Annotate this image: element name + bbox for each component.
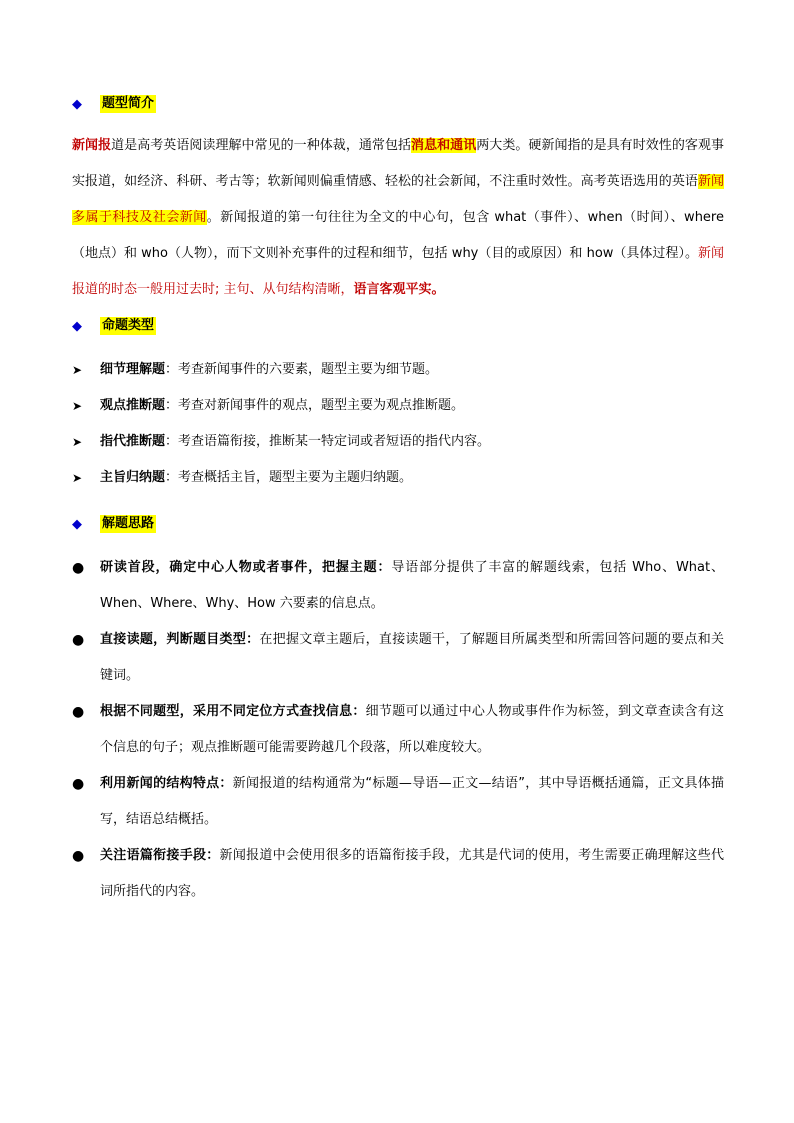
intro-paragraph bbox=[72, 128, 724, 308]
red-text: 语言客观平实。 bbox=[353, 282, 445, 297]
section-heading-types bbox=[72, 314, 724, 338]
item-body bbox=[100, 550, 724, 622]
section-heading-strategy bbox=[72, 512, 724, 536]
dot-bullet-icon: ● bbox=[72, 632, 85, 648]
red-text: 新闻报 bbox=[72, 138, 112, 153]
highlighted-text: 新闻多属于科技及社会新闻 bbox=[72, 174, 724, 225]
strategy-list bbox=[72, 550, 724, 910]
diamond-bullet-icon: ◆ bbox=[72, 318, 82, 334]
section-heading-intro bbox=[72, 92, 724, 116]
item-label: 利用新闻的结构特点： bbox=[100, 776, 233, 791]
item-body bbox=[100, 766, 724, 838]
list-item bbox=[72, 622, 724, 694]
item-text: ：考查概括主旨，题型主要为主题归纳题。 bbox=[165, 470, 413, 485]
paragraph-text: 。新闻报道的第一句往往为全文的中心句，包含 what（事件）、when（时间）、where（地点）和 who（人物），而下文则补充事件的过程和细节，包括 why（目的或原因）和 how（具体过程）。 bbox=[72, 210, 724, 261]
item-body bbox=[100, 838, 724, 910]
item-text: 细节题可以通过中心人物或事件作为标签，到文章查读含有这个信息的句子；观点推断题可能需要跨越几个段落，所以难度较大。 bbox=[100, 704, 724, 755]
item-label: 关注语篇衔接手段： bbox=[100, 848, 220, 863]
section-title: 命题类型 bbox=[102, 318, 155, 333]
list-item bbox=[72, 388, 724, 424]
red-text: 新闻报道的时态一般用过去时; 主句、从句结构清晰， bbox=[72, 246, 724, 297]
item-body bbox=[100, 694, 724, 766]
question-type-list bbox=[72, 352, 724, 496]
item-label: 主旨归纳题 bbox=[100, 470, 166, 485]
list-item bbox=[72, 694, 724, 766]
list-item bbox=[72, 352, 724, 388]
dot-bullet-icon: ● bbox=[72, 560, 85, 576]
list-item bbox=[72, 766, 724, 838]
item-label: 研读首段，确定中心人物或者事件，把握主题： bbox=[100, 560, 392, 575]
item-text: ：考查语篇衔接，推断某一特定词或者短语的指代内容。 bbox=[165, 434, 491, 449]
arrow-bullet-icon: ➤ bbox=[72, 363, 83, 377]
list-item bbox=[72, 460, 724, 496]
section-title: 解题思路 bbox=[102, 516, 155, 531]
paragraph-text: 道是高考英语阅读理解中常见的一种体裁，通常包括 bbox=[111, 138, 412, 153]
item-body bbox=[100, 622, 724, 694]
item-label: 根据不同题型，采用不同定位方式查找信息： bbox=[100, 704, 366, 719]
item-label: 观点推断题 bbox=[100, 398, 166, 413]
section-title: 题型简介 bbox=[102, 96, 155, 111]
item-text: ：考查新闻事件的六要素，题型主要为细节题。 bbox=[165, 362, 439, 377]
item-label: 细节理解题 bbox=[100, 362, 166, 377]
diamond-bullet-icon: ◆ bbox=[72, 516, 82, 532]
dot-bullet-icon: ● bbox=[72, 776, 85, 792]
dot-bullet-icon: ● bbox=[72, 848, 85, 864]
item-text: 新闻报道中会使用很多的语篇衔接手段，尤其是代词的使用，考生需要正确理解这些代词所指代的内容。 bbox=[100, 848, 724, 899]
item-label: 直接读题，判断题目类型： bbox=[100, 632, 260, 647]
list-item bbox=[72, 424, 724, 460]
highlighted-text: 消息和通讯 bbox=[411, 138, 477, 153]
item-text: 导语部分提供了丰富的解题线索，包括 Who、What、When、Where、Why、How 六要素的信息点。 bbox=[100, 560, 724, 611]
item-text: 在把握文章主题后，直接读题干，了解题目所属类型和所需回答问题的要点和关键词。 bbox=[100, 632, 724, 683]
item-text: 新闻报道的结构通常为“标题—导语—正文—结语”，其中导语概括通篇，正文具体描写，结语总结概括。 bbox=[100, 776, 724, 827]
arrow-bullet-icon: ➤ bbox=[72, 399, 83, 413]
paragraph-text: 两大类。硬新闻指的是具有时效性的客观事实报道，如经济、科研、考古等；软新闻则偏重情感、轻松的社会新闻，不注重时效性。高考英语选用的英语 bbox=[72, 138, 724, 189]
item-label: 指代推断题 bbox=[100, 434, 166, 449]
arrow-bullet-icon: ➤ bbox=[72, 471, 83, 485]
dot-bullet-icon: ● bbox=[72, 704, 85, 720]
list-item bbox=[72, 838, 724, 910]
arrow-bullet-icon: ➤ bbox=[72, 435, 83, 449]
document-page bbox=[72, 92, 724, 910]
list-item bbox=[72, 550, 724, 622]
item-text: ：考查对新闻事件的观点，题型主要为观点推断题。 bbox=[165, 398, 465, 413]
diamond-bullet-icon: ◆ bbox=[72, 96, 82, 112]
